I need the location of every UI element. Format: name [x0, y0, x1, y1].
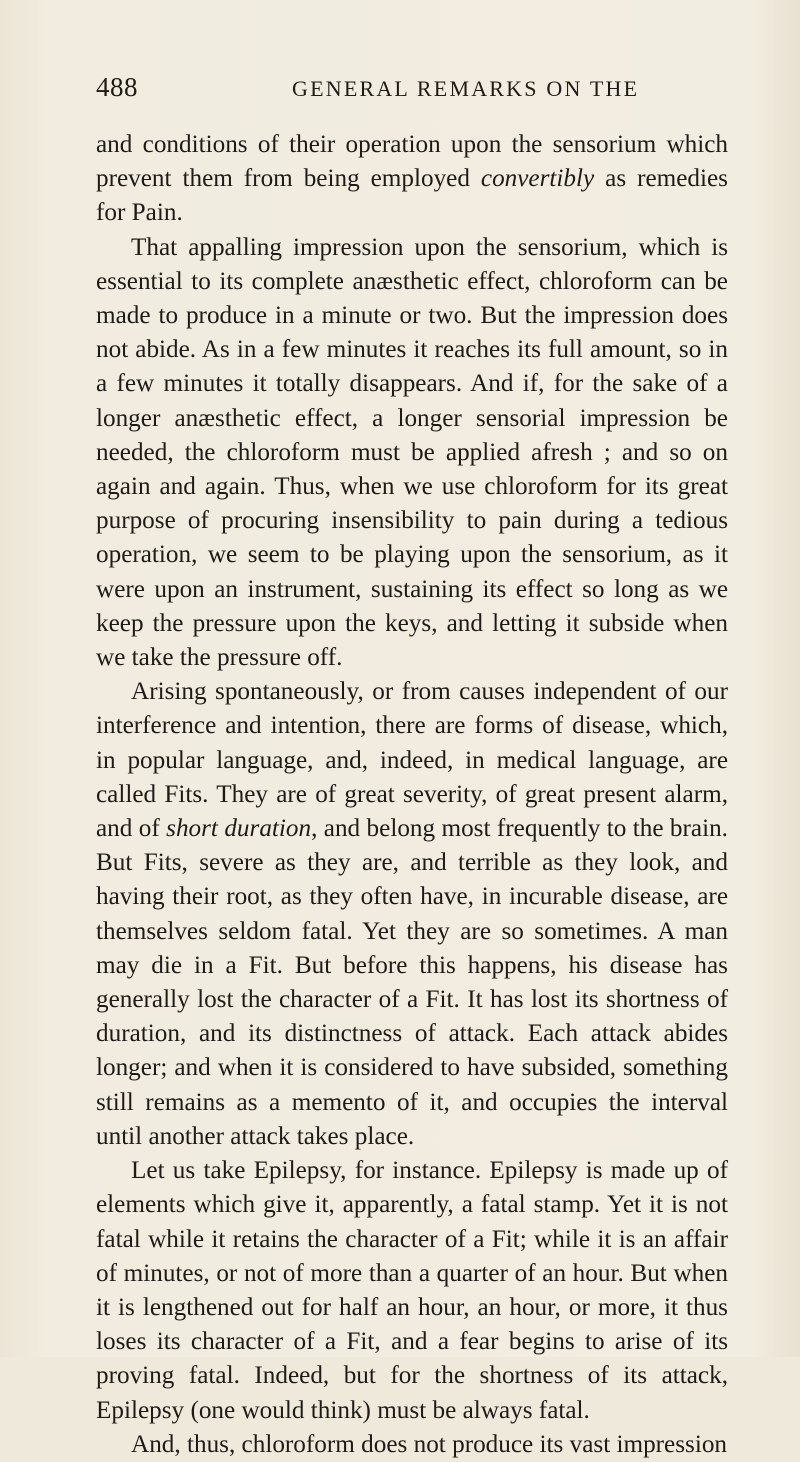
paragraph-text: and conditions of their operation upon the sensorium which prevent them from being employed	[96, 131, 728, 193]
paragraph-text: That appalling impression upon the sensorium, which is essential to its complete anæsthetic effect, chloroform can be made to produce in a minute or two. But the impression does not abide. As in a few minutes it reaches its full amount, so in a few minutes it totally disappears. And if, for the sake of a longer anæsthetic effect, a longer sensorial impression be needed, the chloroform must be applied afresh ; and so on again and again. Thus, when we use chloroform for its great purpose of procuring insensibility to pain during a tedious operation, we seem to be playing upon the sensorium, as it were upon an instrument, sustaining its effect so long as we keep the pressure upon the keys, and letting it subside when we take the pressure off.	[96, 233, 728, 672]
running-head: GENERAL REMARKS ON THE	[292, 76, 640, 101]
paragraph	[96, 1428, 728, 1462]
paragraph	[96, 128, 728, 231]
paragraph-text: Let us take Epilepsy, for instance. Epilepsy is made up of elements which give it, apparently, a fatal stamp. Yet it is not fatal while it retains the character of a Fit; while it is an affair of minutes, or not of more than a quarter of an hour. But when it is lengthened out for half an hour, an hour, or more, it thus loses its character of a Fit, and a fear begins to arise of its proving fatal. Indeed, but for the shortness of its attack, Epilepsy (one would think) must be always fatal.	[96, 1157, 728, 1424]
paragraph	[96, 1154, 728, 1428]
paragraph-text: Arising spontaneously, or from causes independent of our interference and intention, there are forms of disease, which, in popular language, and, indeed, in medical language, are called Fits. They are of great severity, of great present alarm, and of	[96, 678, 728, 843]
paragraph	[96, 231, 728, 676]
page-header	[96, 72, 726, 112]
paragraph	[96, 675, 728, 1154]
italic-text: short duration	[166, 815, 312, 843]
paragraph-text: as remedies for Pain.	[96, 165, 728, 227]
paragraph-text: And, thus, chloroform does not produce its vast impression	[131, 1430, 728, 1458]
body-text	[96, 128, 728, 1462]
page-number: 488	[96, 72, 138, 102]
italic-text: convertibly	[480, 165, 595, 193]
paragraph-text: , and belong most frequently to the brain. But Fits, severe as they are, and terrible as they look, and having their root, as they often have, in incurable disease, are themselves seldom fatal. Yet they are so sometimes. A man may die in a Fit. But before this happens, his disease has generally lost the character of a Fit. It has lost its shortness of duration, and its distinctness of attack. Each attack abides longer; and when it is considered to have subsided, something still remains as a memento of it, and occupies the interval until another attack takes place.	[96, 815, 728, 1150]
